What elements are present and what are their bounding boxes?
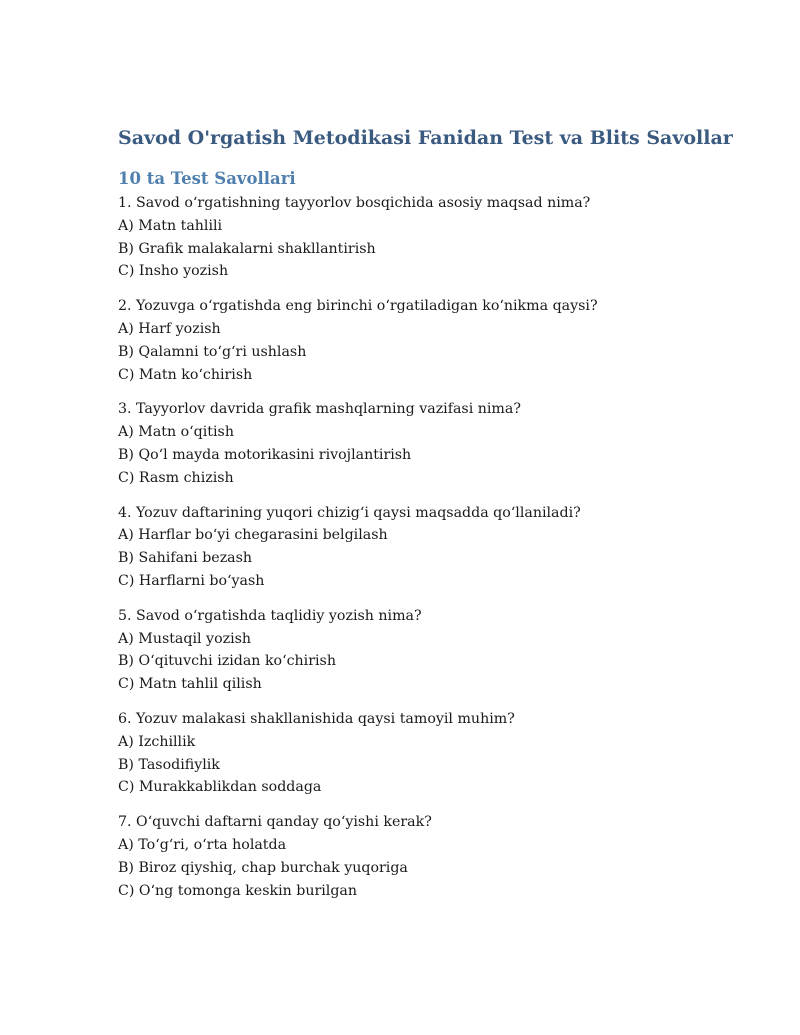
- question-text: 7. O‘quvchi daftarni qanday qo‘yishi kerak?: [118, 814, 432, 831]
- question-item: [118, 295, 758, 386]
- question-list: [118, 192, 758, 902]
- answer-option: A) To‘g‘ri, o‘rta holatda: [118, 836, 287, 853]
- answer-option: B) Qo‘l mayda motorikasini rivojlantirish: [118, 446, 412, 463]
- question-text: 1. Savod o‘rgatishning tayyorlov bosqichida asosiy maqsad nima?: [118, 195, 591, 211]
- answer-option: C) Rasm chizish: [118, 469, 234, 486]
- question-item: [118, 708, 758, 799]
- answer-option: B) Sahifani bezash: [118, 550, 253, 567]
- answer-option: C) Harflarni bo‘yash: [118, 572, 265, 589]
- answer-option: B) Grafik malakalarni shakllantirish: [118, 240, 376, 257]
- section-heading: 10 ta Test Savollari: [118, 169, 296, 188]
- answer-option: B) Tasodifiylik: [118, 756, 220, 773]
- question-text: 6. Yozuv malakasi shakllanishida qaysi tamoyil muhim?: [118, 710, 515, 727]
- answer-option: C) Matn tahlil qilish: [118, 676, 262, 693]
- answer-option: B) Biroz qiyshiq, chap burchak yuqoriga: [118, 859, 408, 876]
- answer-option: C) Murakkablikdan soddaga: [118, 779, 322, 796]
- answer-option: A) Izchillik: [118, 733, 196, 750]
- answer-option: C) Insho yozish: [118, 263, 229, 280]
- question-item: [118, 502, 758, 593]
- answer-option: A) Matn o‘qitish: [118, 424, 234, 441]
- answer-option: C) O‘ng tomonga keskin burilgan: [118, 882, 358, 899]
- question-item: [118, 398, 758, 489]
- answer-option: C) Matn ko‘chirish: [118, 366, 253, 383]
- question-item: [118, 811, 758, 902]
- question-item: [118, 605, 758, 696]
- question-item: [118, 192, 758, 283]
- answer-option: A) Mustaqil yozish: [118, 630, 252, 647]
- answer-option: A) Matn tahlili: [118, 217, 223, 234]
- answer-option: A) Harf yozish: [118, 320, 221, 337]
- question-text: 3. Tayyorlov davrida grafik mashqlarning vazifasi nima?: [118, 401, 521, 418]
- answer-option: B) O‘qituvchi izidan ko‘chirish: [118, 653, 336, 670]
- document-page: [118, 124, 758, 914]
- answer-option: B) Qalamni to‘g‘ri ushlash: [118, 343, 307, 360]
- question-text: 2. Yozuvga o‘rgatishda eng birinchi o‘rgatiladigan ko‘nikma qaysi?: [118, 298, 598, 315]
- answer-option: A) Harflar bo‘yi chegarasini belgilash: [118, 527, 388, 544]
- document-title: Savod O'rgatish Metodikasi Fanidan Test va Blits Savollar: [118, 127, 733, 149]
- question-text: 4. Yozuv daftarining yuqori chizig‘i qaysi maqsadda qo‘llaniladi?: [118, 504, 581, 521]
- question-text: 5. Savod o‘rgatishda taqlidiy yozish nima?: [118, 607, 422, 624]
